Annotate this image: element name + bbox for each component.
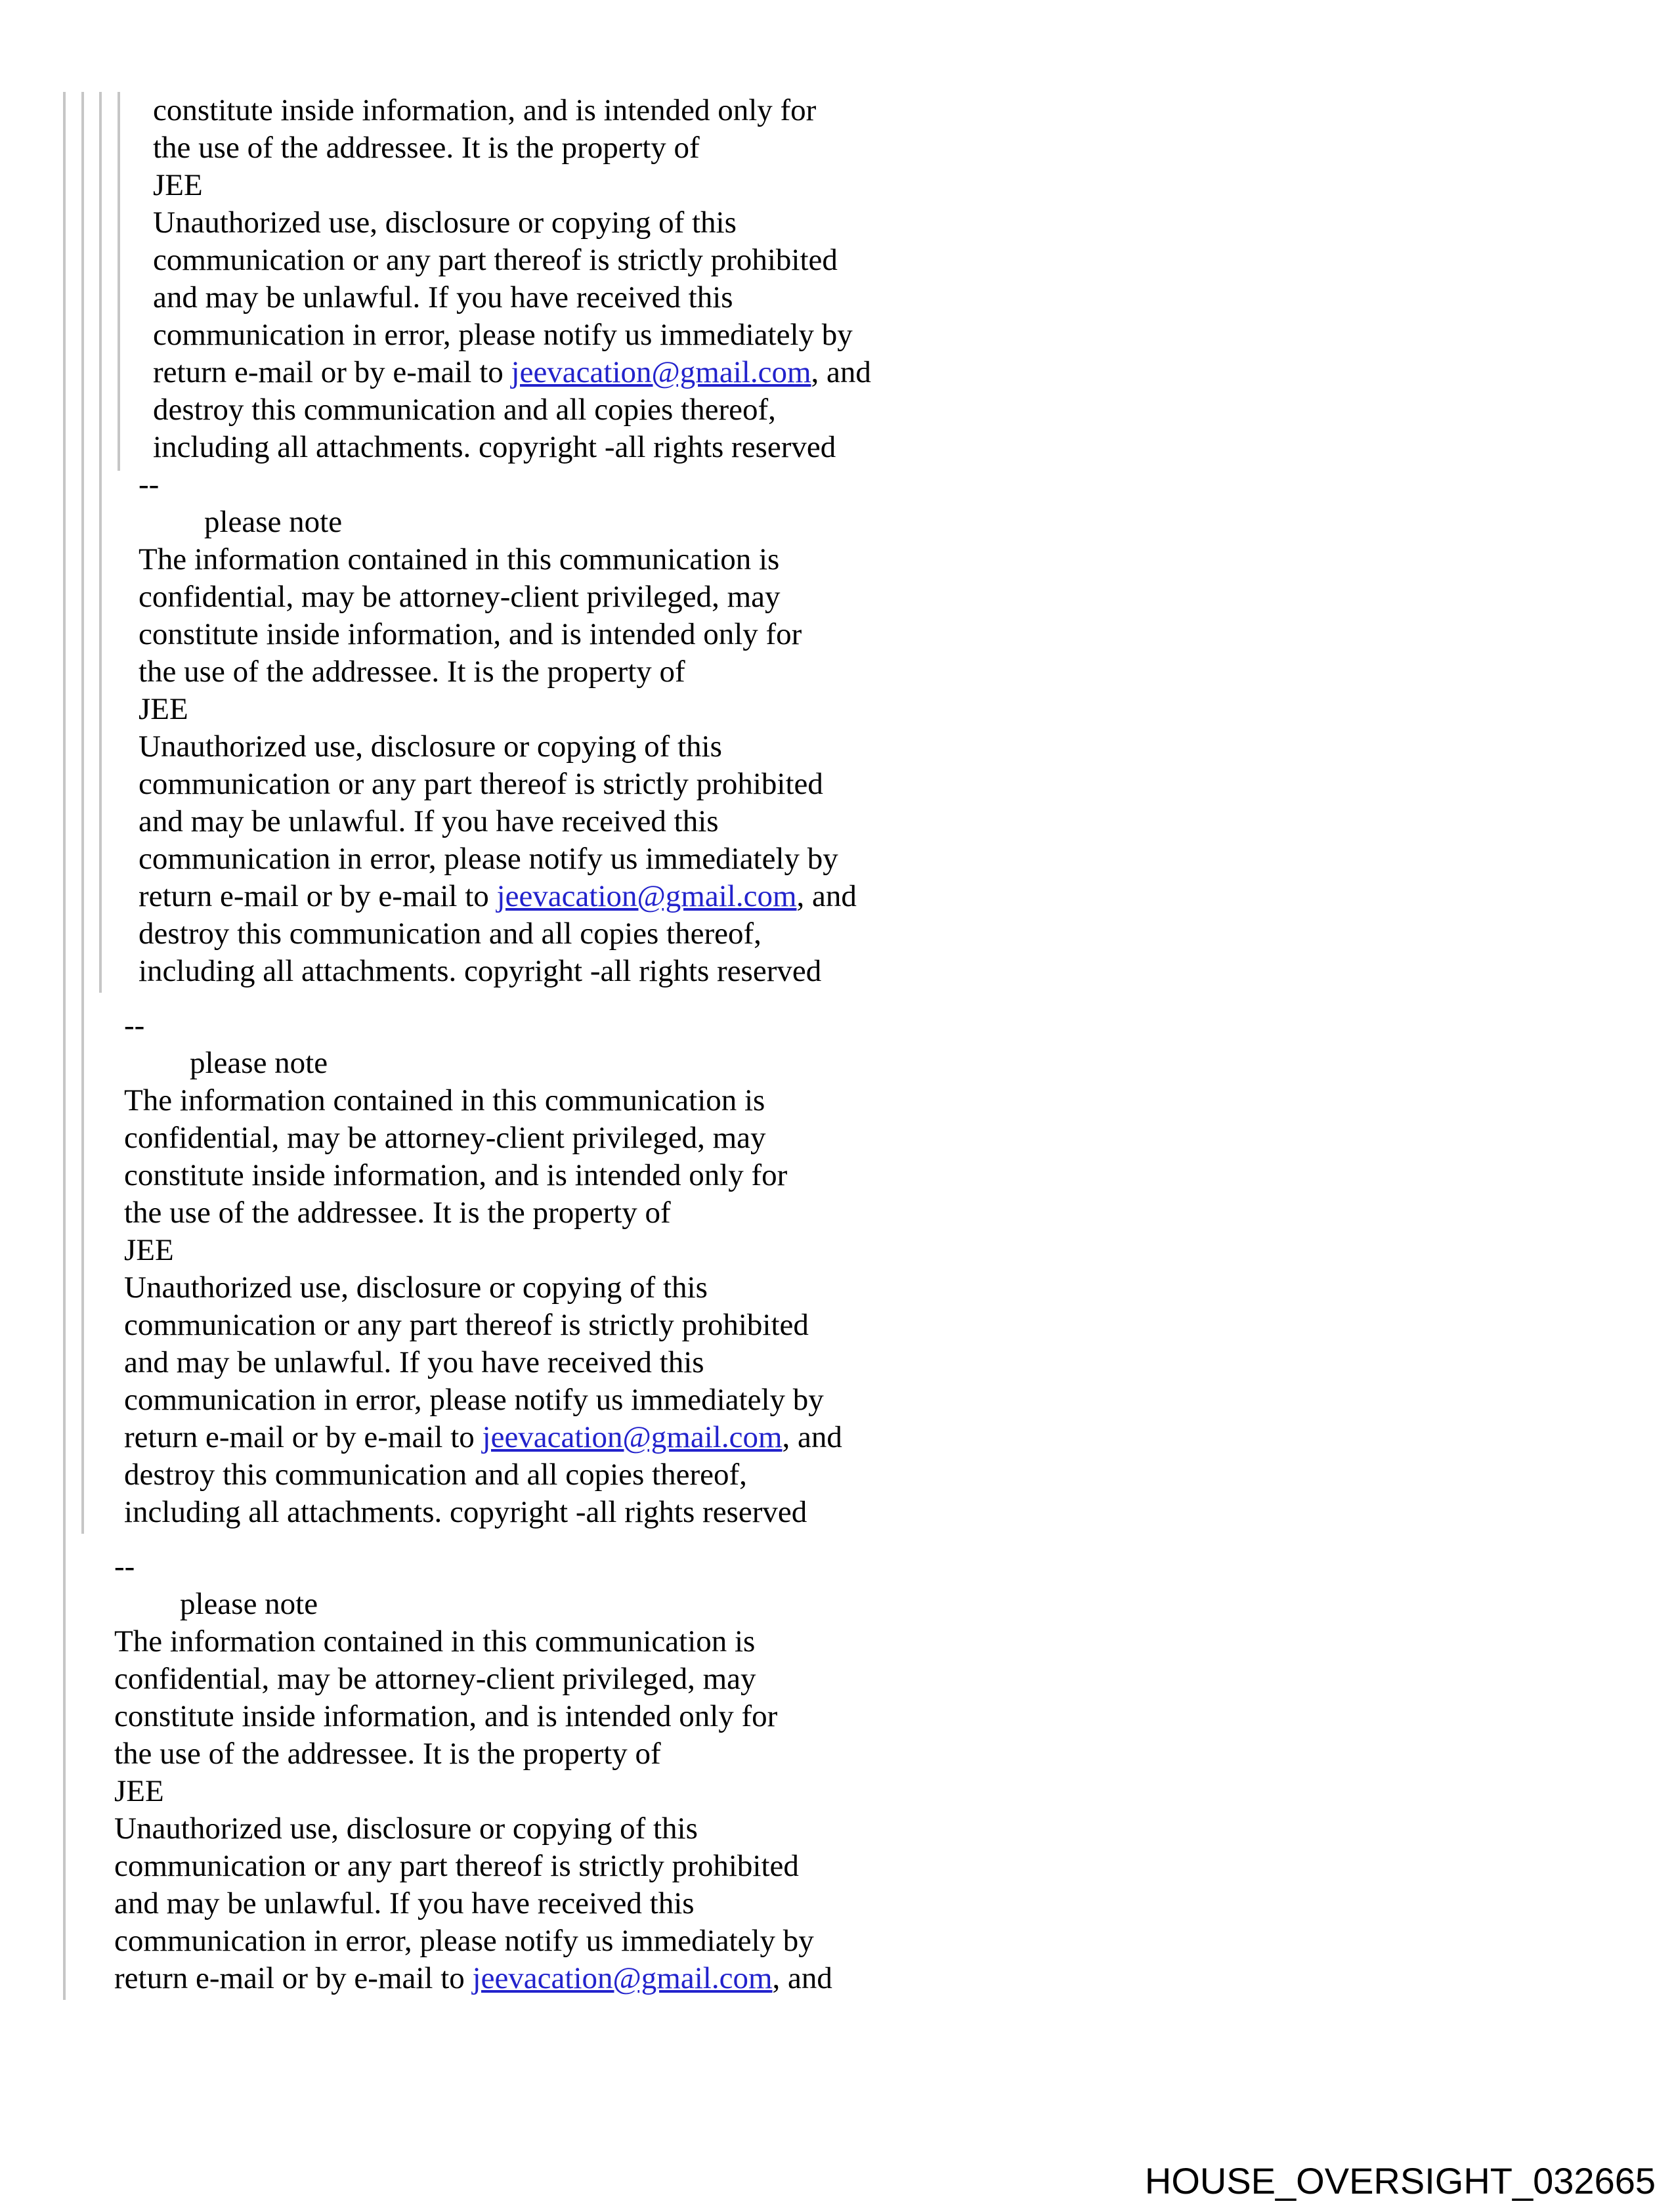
disclaimer-line: confidential, may be attorney-client privileged, may — [124, 1121, 766, 1155]
disclaimer-line: Unauthorized use, disclosure or copying of this — [114, 1811, 698, 1846]
disclaimer-line: destroy this communication and all copies thereof, — [153, 393, 776, 427]
disclaimer-line: communication or any part thereof is strictly prohibited — [139, 767, 823, 801]
disclaimer-line: communication in error, please notify us immediately by — [153, 318, 853, 352]
disclaimer-lines — [153, 92, 1674, 466]
line-text-after-link: , and — [782, 1420, 842, 1454]
disclaimer-line: communication in error, please notify us immediately by — [139, 842, 838, 876]
disclaimer-line — [114, 1960, 1674, 1997]
email-link[interactable]: jeevacation@gmail.com — [496, 879, 797, 913]
disclaimer-line: Unauthorized use, disclosure or copying of this — [139, 729, 722, 764]
disclaimer-line: including all attachments. copyright -all rights reserved — [124, 1495, 807, 1529]
email-link[interactable]: jeevacation@gmail.com — [511, 355, 811, 389]
disclaimer-line: constitute inside information, and is intended only for — [114, 1699, 778, 1733]
please-note-line: please note — [204, 505, 343, 539]
disclaimer-line: the use of the addressee. It is the property of — [124, 1196, 671, 1230]
quoted-disclaimer-depth-1 — [114, 1548, 1674, 1997]
disclaimer-line — [139, 878, 1674, 915]
quoted-disclaimer-depth-4 — [153, 92, 1674, 466]
please-note-line: please note — [190, 1046, 328, 1080]
quoted-disclaimer-depth-2 — [124, 1007, 1674, 1531]
line-text-after-link: , and — [811, 355, 871, 389]
disclaimer-line: the use of the addressee. It is the property of — [114, 1737, 661, 1771]
disclaimer-lines — [124, 1082, 1674, 1531]
disclaimer-lines — [114, 1623, 1674, 1997]
disclaimer-line: communication in error, please notify us immediately by — [124, 1383, 824, 1417]
disclaimer-line: and may be unlawful. If you have received this — [124, 1345, 704, 1379]
disclaimer-line: constitute inside information, and is intended only for — [124, 1158, 788, 1192]
email-quoted-content — [0, 92, 1674, 1997]
disclaimer-line: communication or any part thereof is strictly prohibited — [124, 1308, 809, 1342]
quoted-disclaimer-depth-3 — [139, 466, 1674, 990]
line-text-before-link: return e-mail or by e-mail to — [139, 879, 497, 913]
disclaimer-line: Unauthorized use, disclosure or copying of this — [124, 1270, 708, 1305]
email-link[interactable]: jeevacation@gmail.com — [482, 1420, 783, 1454]
disclaimer-line: communication or any part thereof is strictly prohibited — [153, 243, 838, 277]
disclaimer-line: and may be unlawful. If you have received this — [114, 1886, 695, 1920]
disclaimer-line: communication or any part thereof is strictly prohibited — [114, 1849, 799, 1883]
disclaimer-line: and may be unlawful. If you have received this — [153, 280, 733, 314]
disclaimer-line: The information contained in this communication is — [124, 1083, 765, 1117]
disclaimer-line: JEE — [153, 168, 203, 202]
disclaimer-line: The information contained in this communication is — [114, 1624, 756, 1659]
disclaimer-line: communication in error, please notify us immediately by — [114, 1924, 814, 1958]
disclaimer-line: the use of the addressee. It is the property of — [139, 655, 685, 689]
disclaimer-line: destroy this communication and all copies thereof, — [124, 1458, 747, 1492]
disclaimer-line: JEE — [114, 1774, 164, 1808]
bates-number: HOUSE_OVERSIGHT_032665 — [1144, 2160, 1656, 2201]
signature-separator: -- — [114, 1550, 135, 1584]
disclaimer-line: constitute inside information, and is intended only for — [153, 93, 817, 127]
line-text-before-link: return e-mail or by e-mail to — [124, 1420, 483, 1454]
line-text-after-link: , and — [796, 879, 857, 913]
signature-separator: -- — [139, 467, 160, 502]
disclaimer-line: including all attachments. copyright -all rights reserved — [139, 954, 822, 988]
disclaimer-line — [153, 354, 1674, 391]
disclaimer-line: and may be unlawful. If you have received this — [139, 804, 719, 838]
disclaimer-line: the use of the addressee. It is the property of — [153, 131, 700, 165]
signature-separator: -- — [124, 1008, 145, 1043]
disclaimer-line: JEE — [124, 1233, 174, 1267]
disclaimer-line: Unauthorized use, disclosure or copying of this — [153, 206, 737, 240]
disclaimer-lines — [139, 541, 1674, 990]
disclaimer-line: confidential, may be attorney-client privileged, may — [139, 580, 781, 614]
disclaimer-line: confidential, may be attorney-client privileged, may — [114, 1662, 756, 1696]
disclaimer-line — [124, 1419, 1674, 1456]
disclaimer-line: constitute inside information, and is intended only for — [139, 617, 802, 651]
line-text-before-link: return e-mail or by e-mail to — [153, 355, 511, 389]
disclaimer-line: JEE — [139, 692, 188, 726]
disclaimer-line: The information contained in this communication is — [139, 542, 780, 576]
please-note-line: please note — [180, 1587, 318, 1621]
email-link[interactable]: jeevacation@gmail.com — [472, 1961, 773, 1995]
line-text-after-link: , and — [772, 1961, 832, 1995]
line-text-before-link: return e-mail or by e-mail to — [114, 1961, 473, 1995]
disclaimer-line: destroy this communication and all copies thereof, — [139, 917, 762, 951]
disclaimer-line: including all attachments. copyright -all rights reserved — [153, 430, 836, 464]
